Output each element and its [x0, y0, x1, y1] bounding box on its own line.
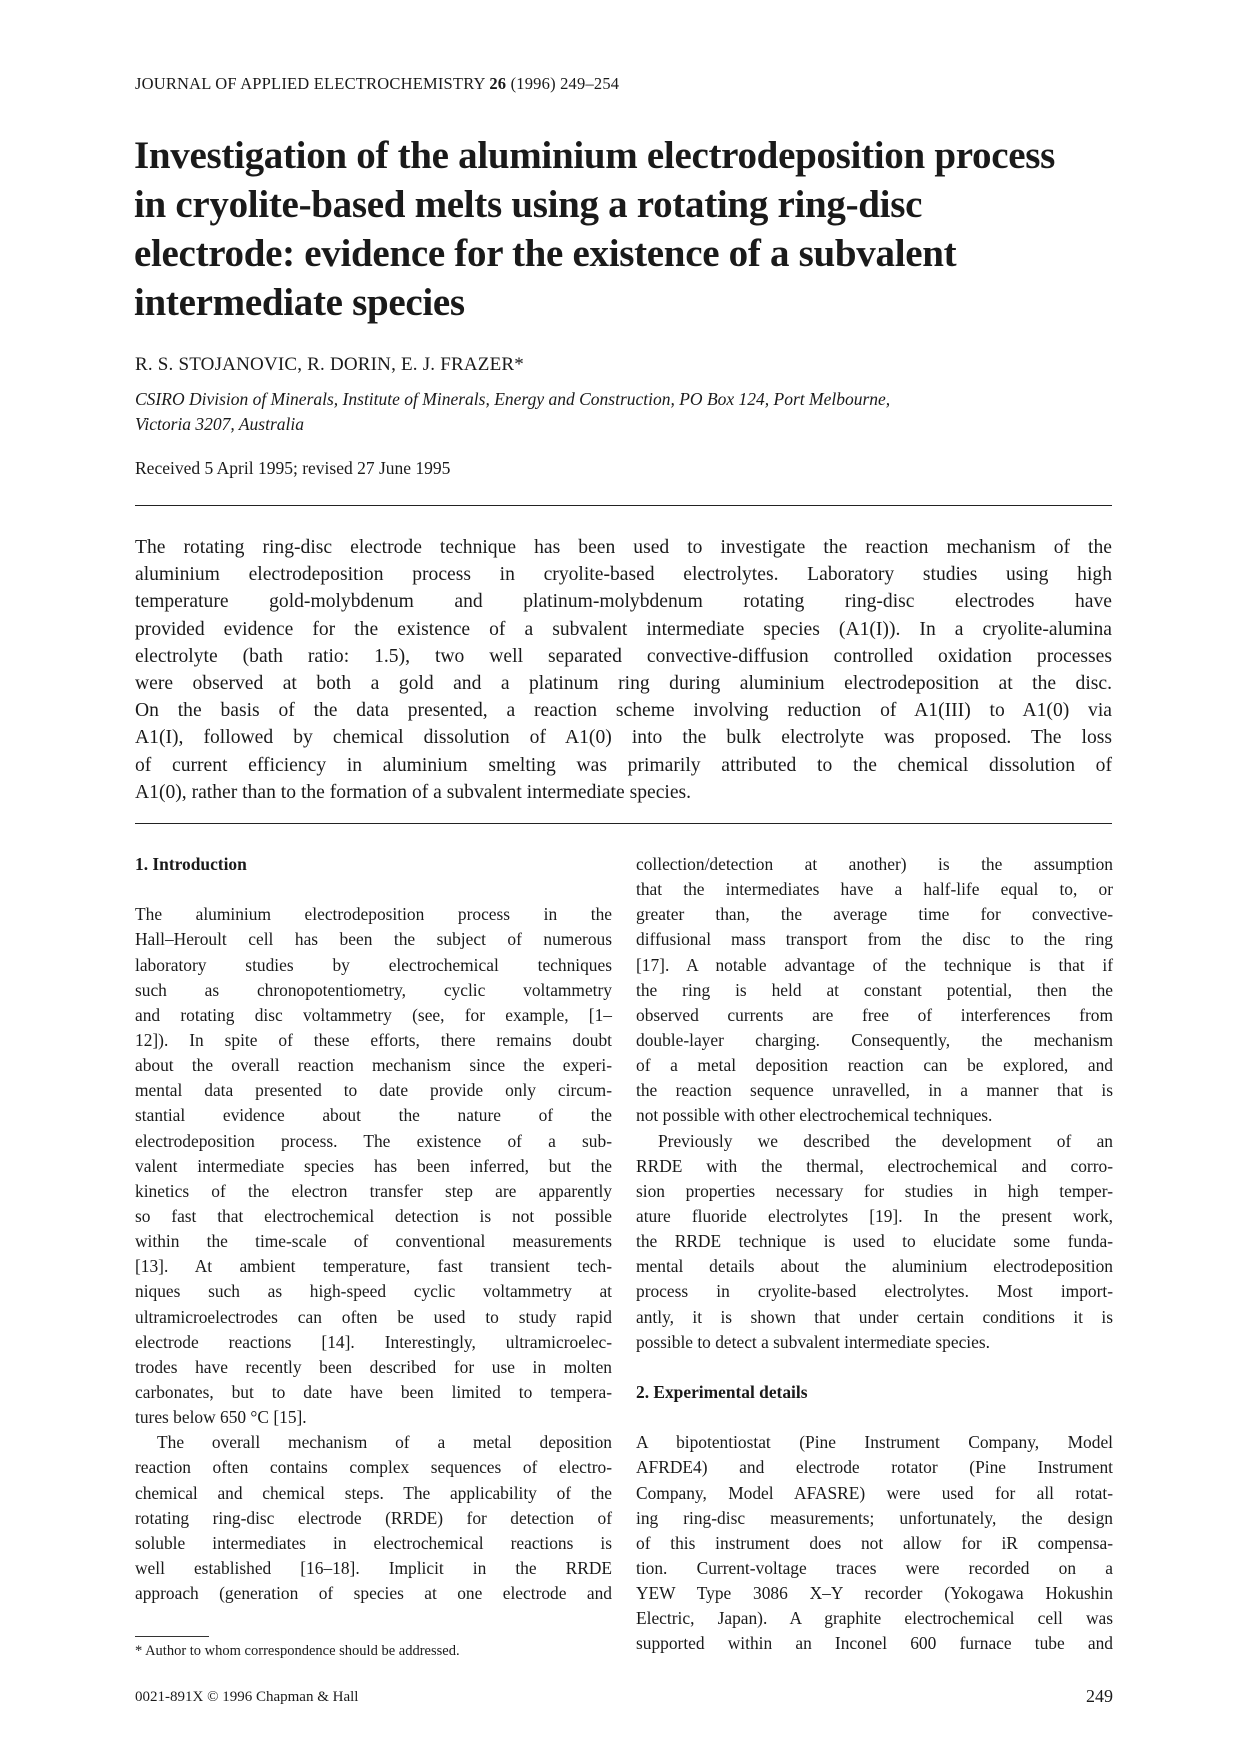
body-line: ing ring-disc measurements; unfortunately, the design — [636, 1507, 1113, 1528]
body-line: Company, Model AFASRE) were used for all rotat- — [636, 1482, 1113, 1503]
body-line: electrodeposition process. The existence of a sub- — [135, 1130, 612, 1151]
body-line: tures below 650 °C [15]. — [135, 1407, 307, 1428]
body-line: stantial evidence about the nature of the — [135, 1105, 612, 1126]
body-line: diffusional mass transport from the disc to the ring — [636, 929, 1113, 950]
body-line: and rotating disc voltammetry (see, for example, [1– — [135, 1004, 612, 1025]
body-line: that the intermediates have a half-life equal to, or — [636, 879, 1113, 900]
journal-volume: 26 — [489, 74, 507, 93]
body-line: sion properties necessary for studies in high temper- — [636, 1180, 1113, 1201]
body-line: supported within an Inconel 600 furnace tube and — [636, 1633, 1113, 1654]
abstract-line: electrolyte (bath ratio: 1.5), two well separated convective-diffusion controlled oxidation processes — [135, 645, 1112, 667]
body-line: greater than, the average time for convective- — [636, 904, 1113, 925]
body-line: double-layer charging. Consequently, the mechanism — [636, 1029, 1113, 1050]
body-line: antly, it is shown that under certain conditions it is — [636, 1306, 1113, 1327]
body-line: [13]. At ambient temperature, fast transient tech- — [135, 1256, 612, 1277]
body-line: the ring is held at constant potential, then the — [636, 979, 1113, 1000]
section-heading-introduction: 1. Introduction — [135, 854, 247, 874]
title-line: Investigation of the aluminium electrodeposition process — [134, 134, 1056, 177]
body-line: Previously we described the development of an — [658, 1130, 1113, 1151]
body-line: the reaction sequence unravelled, in a manner that is — [636, 1080, 1113, 1101]
body-line: process in cryolite-based electrolytes. Most import- — [636, 1281, 1113, 1302]
authors: R. S. STOJANOVIC, R. DORIN, E. J. FRAZER* — [135, 354, 524, 375]
body-line: carbonates, but to date have been limited to tempera- — [135, 1381, 612, 1402]
body-line: valent intermediate species has been inferred, but the — [135, 1155, 612, 1176]
body-line: about the overall reaction mechanism since the experi- — [135, 1055, 612, 1076]
body-line: [17]. A notable advantage of the technique is that if — [636, 954, 1113, 975]
body-line: Hall–Heroult cell has been the subject of numerous — [135, 929, 612, 950]
abstract-line: On the basis of the data presented, a reaction scheme involving reduction of A1(III) to A1(0) via — [135, 700, 1112, 722]
footer-issn-copyright: 0021-891X © 1996 Chapman & Hall — [135, 1689, 359, 1705]
body-line: 12]). In spite of these efforts, there remains doubt — [135, 1029, 612, 1050]
section-heading-experimental: 2. Experimental details — [636, 1381, 808, 1402]
left-column — [135, 852, 612, 1606]
journal-year-pages: (1996) 249–254 — [506, 74, 620, 93]
body-line: kinetics of the electron transfer step are apparently — [135, 1180, 612, 1201]
body-line: Electric, Japan). A graphite electrochemical cell was — [636, 1608, 1113, 1629]
body-line: chemical and chemical steps. The applicability of the — [135, 1482, 612, 1503]
abstract-line: A1(0), rather than to the formation of a subvalent intermediate species. — [135, 781, 692, 803]
body-line: RRDE with the thermal, electrochemical and corro- — [636, 1155, 1113, 1176]
received-dates: Received 5 April 1995; revised 27 June 1995 — [135, 458, 451, 478]
affiliation — [135, 387, 1125, 437]
footnote: * Author to whom correspondence should be addressed. — [135, 1643, 460, 1659]
body-line: of a metal deposition reaction can be explored, and — [636, 1055, 1113, 1076]
body-line: The overall mechanism of a metal deposition — [157, 1432, 612, 1453]
body-line: mental details about the aluminium electrodeposition — [636, 1256, 1113, 1277]
body-line: collection/detection at another) is the assumption — [636, 854, 1113, 874]
body-line: mental data presented to date provide only circum- — [135, 1080, 612, 1101]
divider-bottom — [135, 823, 1112, 824]
title-line: in cryolite-based melts using a rotating ring-disc — [134, 183, 923, 226]
journal-header — [135, 74, 619, 94]
page-number: 249 — [1086, 1686, 1113, 1706]
body-line: A bipotentiostat (Pine Instrument Company, Model — [636, 1432, 1113, 1453]
abstract-line: The rotating ring-disc electrode technique has been used to investigate the reaction mechanism of the — [135, 537, 1112, 558]
body-line: The aluminium electrodeposition process in the — [135, 904, 612, 925]
body-line: trodes have recently been described for use in molten — [135, 1356, 612, 1377]
title-line: intermediate species — [134, 281, 465, 324]
title-line: electrode: evidence for the existence of a subvalent — [134, 232, 957, 275]
abstract — [135, 534, 1112, 806]
body-line: possible to detect a subvalent intermediate species. — [636, 1331, 990, 1352]
body-line: electrode reactions [14]. Interestingly, ultramicroelec- — [135, 1331, 612, 1352]
abstract-line: of current efficiency in aluminium smelting was primarily attributed to the chemical dissolution of — [135, 754, 1112, 776]
body-line: the RRDE technique is used to elucidate some funda- — [636, 1231, 1113, 1252]
abstract-line: temperature gold-molybdenum and platinum-molybdenum rotating ring-disc electrodes have — [135, 591, 1112, 613]
body-line: rotating ring-disc electrode (RRDE) for detection of — [135, 1507, 612, 1528]
body-line: niques such as high-speed cyclic voltammetry at — [135, 1281, 612, 1302]
footnote-rule — [135, 1636, 209, 1637]
body-line: not possible with other electrochemical techniques. — [636, 1105, 993, 1126]
body-line: soluble intermediates in electrochemical reactions is — [135, 1532, 612, 1553]
abstract-line: provided evidence for the existence of a subvalent intermediate species (A1(I)). In a cryolite-alumina — [135, 618, 1112, 640]
body-line: YEW Type 3086 X–Y recorder (Yokogawa Hokushin — [636, 1583, 1113, 1604]
body-line: well established [16–18]. Implicit in the RRDE — [135, 1557, 612, 1578]
body-line: of this instrument does not allow for iR compensa- — [636, 1532, 1113, 1553]
body-line: observed currents are free of interferences from — [636, 1004, 1113, 1025]
body-line: so fast that electrochemical detection is not possible — [135, 1205, 612, 1226]
abstract-line: A1(I), followed by chemical dissolution of A1(0) into the bulk electrolyte was proposed. The loss — [135, 727, 1112, 749]
body-line: ultramicroelectrodes can often be used to study rapid — [135, 1306, 612, 1327]
journal-name: JOURNAL OF APPLIED ELECTROCHEMISTRY — [135, 74, 490, 93]
abstract-line: were observed at both a gold and a platinum ring during aluminium electrodeposition at the disc. — [135, 672, 1112, 694]
body-line: approach (generation of species at one electrode and — [135, 1583, 612, 1604]
abstract-line: aluminium electrodeposition process in cryolite-based electrolytes. Laboratory studies using high — [135, 564, 1112, 586]
paper-title — [134, 131, 1124, 327]
right-column — [636, 852, 1113, 1657]
body-line: tion. Current-voltage traces were recorded on a — [636, 1557, 1113, 1578]
body-line: reaction often contains complex sequences of electro- — [135, 1457, 612, 1478]
body-line: such as chronopotentiometry, cyclic voltammetry — [135, 979, 612, 1000]
divider-top — [135, 505, 1112, 506]
affiliation-line: Victoria 3207, Australia — [135, 414, 305, 434]
body-line: AFRDE4) and electrode rotator (Pine Instrument — [636, 1457, 1113, 1478]
body-line: ature fluoride electrolytes [19]. In the present work, — [636, 1205, 1113, 1226]
body-line: laboratory studies by electrochemical techniques — [135, 954, 612, 975]
body-line: within the time-scale of conventional measurements — [135, 1231, 612, 1252]
affiliation-line: CSIRO Division of Minerals, Institute of Minerals, Energy and Construction, PO Box 124, Port Melbourne, — [135, 389, 891, 409]
